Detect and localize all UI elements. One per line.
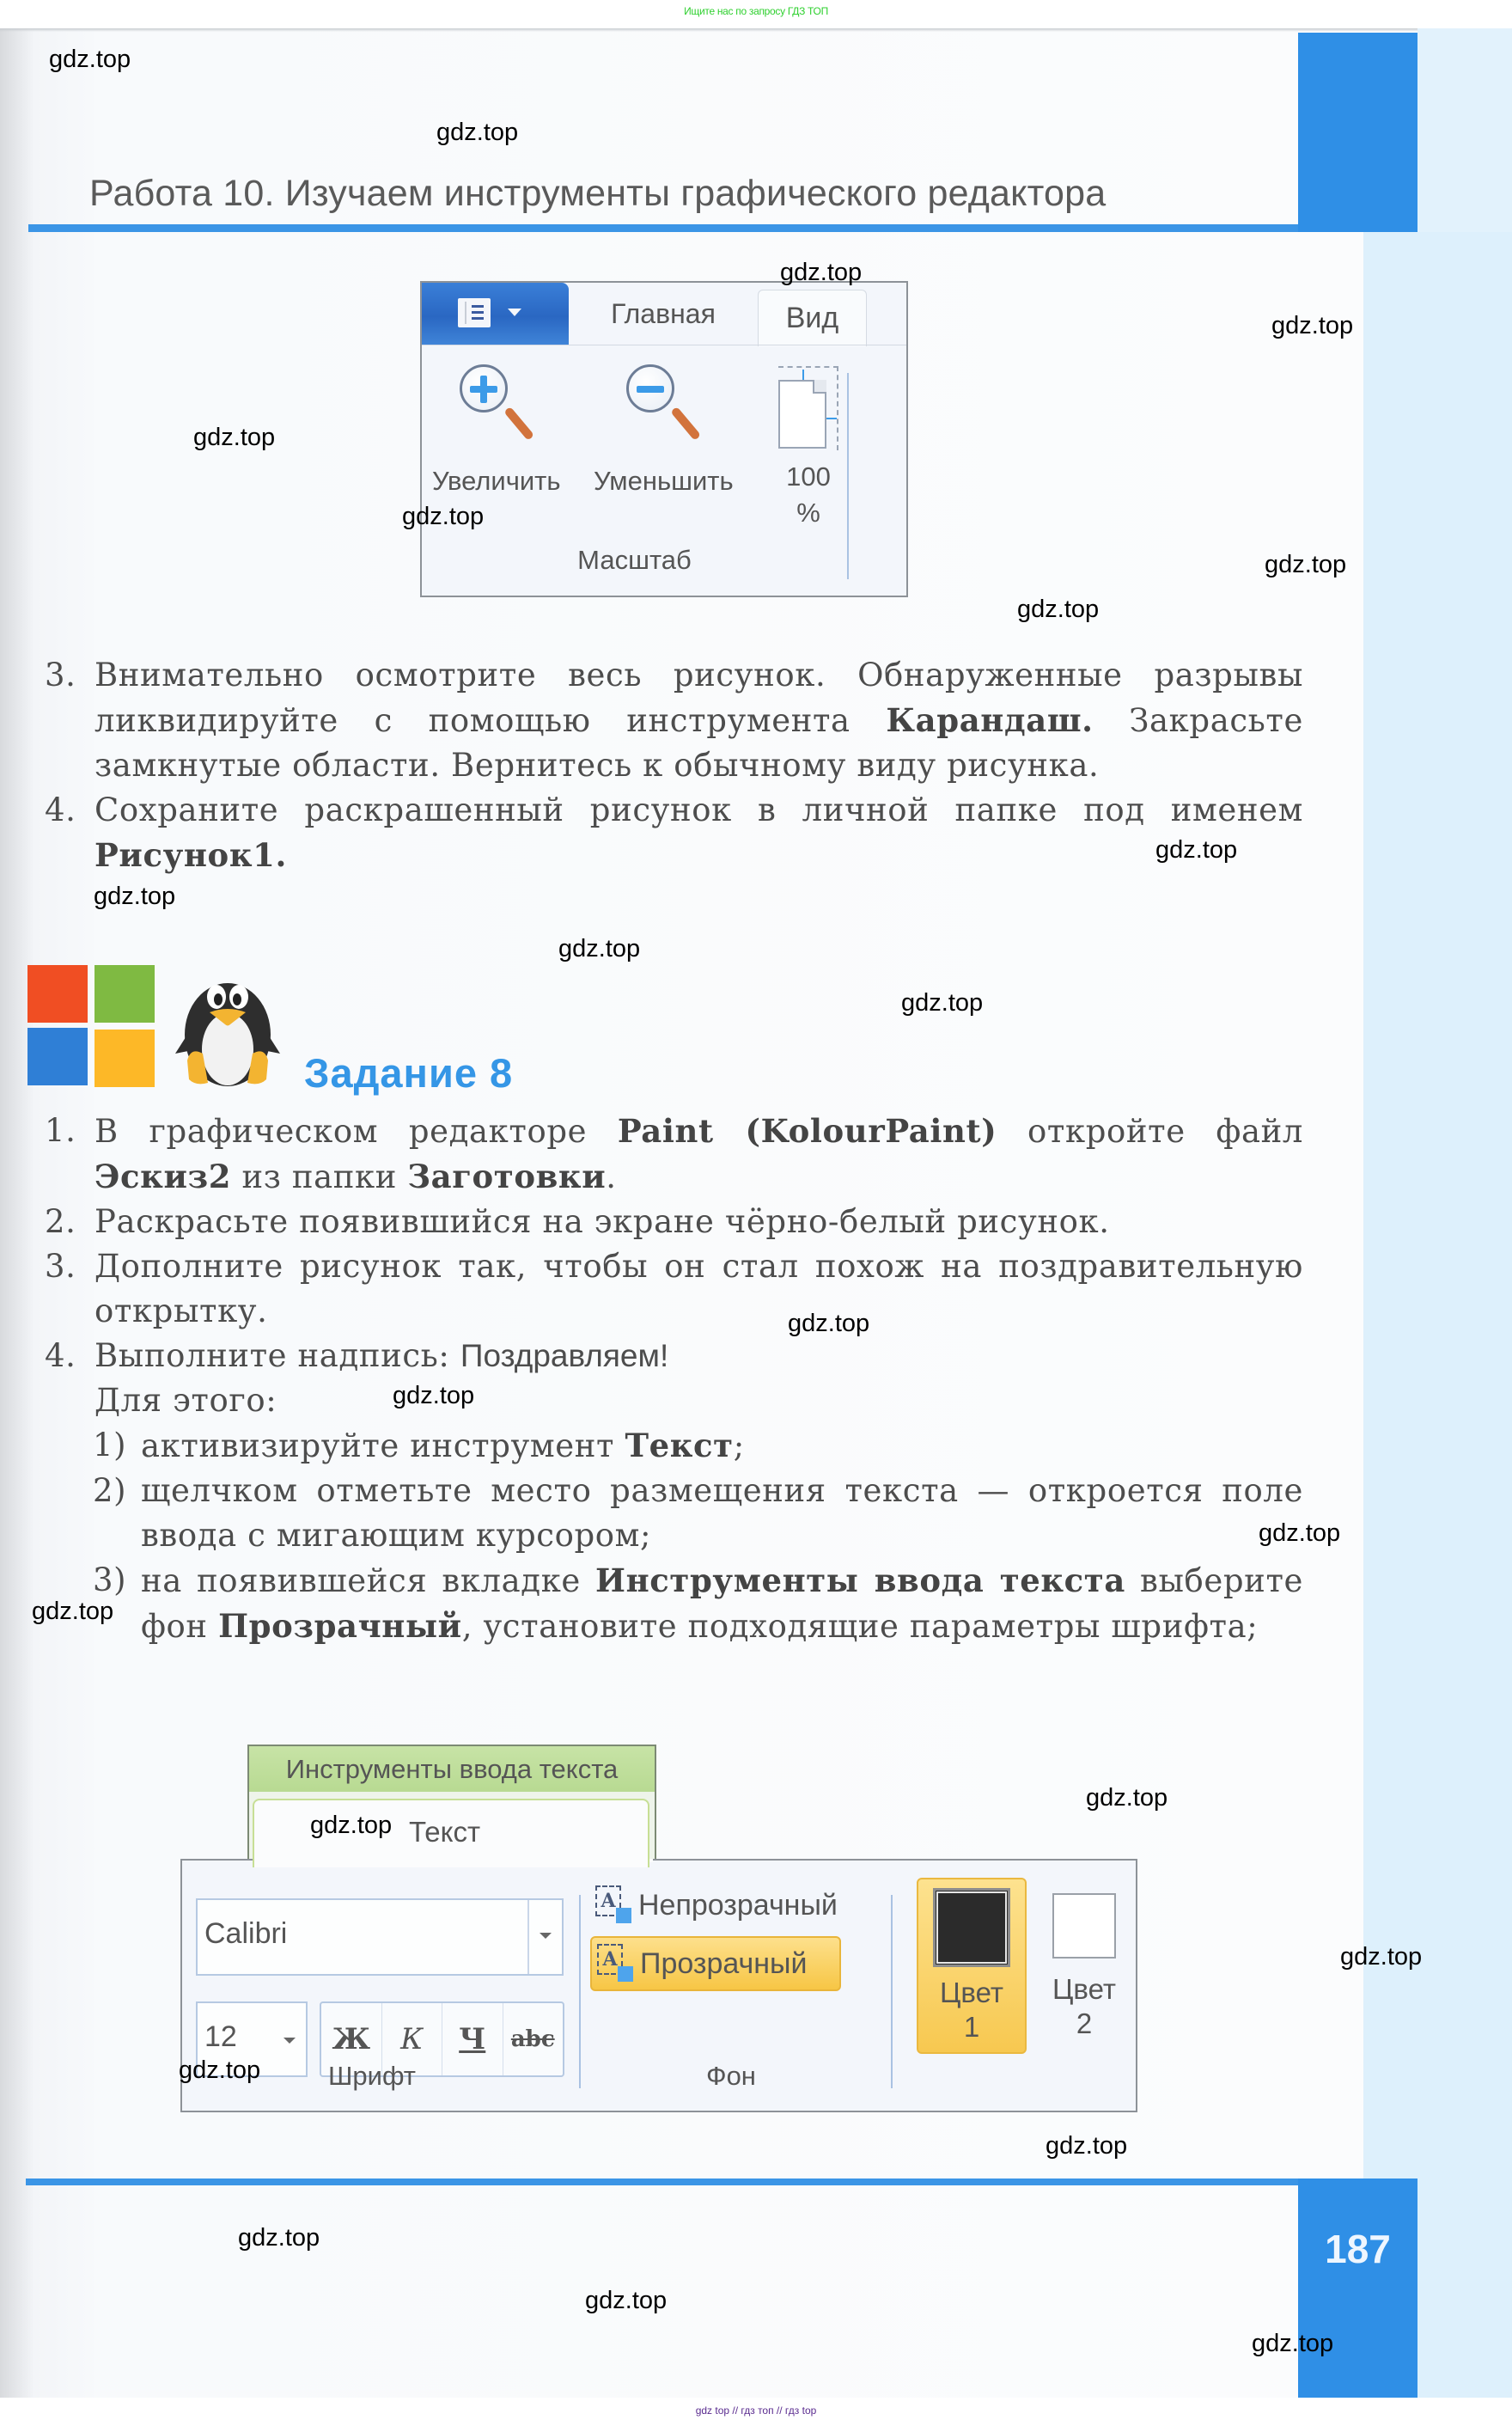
zoom-percent: % bbox=[796, 498, 820, 528]
windows-logo-icon bbox=[27, 965, 156, 1090]
watermark: gdz.top bbox=[238, 2224, 320, 2252]
font-size-select[interactable]: 12 bbox=[196, 2001, 308, 2077]
actual-size-icon bbox=[778, 366, 838, 450]
list-item: 3. Дополните рисунок так, чтобы он стал похож на поздравительную открытку. bbox=[45, 1248, 1303, 1329]
watermark: gdz.top bbox=[94, 883, 176, 910]
paint-view-ribbon bbox=[420, 281, 908, 597]
zoom-in-button[interactable] bbox=[432, 364, 561, 497]
watermark: gdz.top bbox=[780, 259, 863, 286]
text-tools-ribbon bbox=[180, 1859, 1137, 2112]
zoom-in-label: Увеличить bbox=[432, 466, 561, 496]
transparent-background-option[interactable]: A Прозрачный bbox=[590, 1936, 841, 1991]
font-group-label: Шрифт bbox=[328, 2061, 416, 2091]
watermark: gdz.top bbox=[558, 935, 641, 962]
bold-button[interactable]: Ж bbox=[321, 2003, 382, 2075]
zoom-out-label: Уменьшить bbox=[594, 466, 734, 496]
top-band bbox=[0, 0, 1512, 28]
page-number-block bbox=[1298, 2179, 1418, 2398]
sub-item: 2) щелчком отметьте место размещения текста — откроется поле ввода с мигающим курсором; bbox=[93, 1472, 1303, 1554]
watermark: gdz.top bbox=[1046, 2132, 1128, 2160]
tab-view[interactable]: Вид bbox=[758, 290, 867, 346]
tab-text[interactable]: Текст bbox=[253, 1799, 649, 1867]
zoom-out-icon bbox=[616, 364, 710, 450]
watermark: gdz.top bbox=[393, 1382, 475, 1409]
watermark: gdz.top bbox=[1265, 551, 1347, 578]
task-steps-list bbox=[45, 1109, 1303, 1649]
page-edge bbox=[1363, 232, 1512, 2398]
zoom-value: 100 bbox=[786, 461, 831, 492]
watermark: gdz.top bbox=[1086, 1784, 1168, 1812]
page-title: Работа 10. Изучаем инструменты графического редактора bbox=[89, 173, 1107, 214]
page-edge bbox=[1418, 28, 1512, 235]
app-menu-button[interactable] bbox=[422, 283, 569, 345]
group-separator bbox=[847, 373, 849, 579]
strikethrough-button[interactable]: abc bbox=[510, 2026, 555, 2052]
color2-button[interactable]: Цвет 2 bbox=[1041, 1878, 1127, 2054]
group-separator bbox=[891, 1895, 893, 2088]
task-heading: Задание 8 bbox=[304, 1050, 514, 1096]
chevron-down-icon bbox=[508, 309, 521, 316]
sub-item: 1) активизируйте инструмент Текст; bbox=[93, 1427, 745, 1464]
footer-divider bbox=[26, 2179, 1418, 2185]
zoom-group-label: Масштаб bbox=[577, 545, 692, 575]
top-notice: Ищите нас по запросу ГДЗ ТОП bbox=[684, 5, 828, 17]
for-this-label: Для этого: bbox=[94, 1382, 277, 1419]
textbook-page bbox=[0, 28, 1512, 2398]
footer-note: gdz top // гдз топ // гдз top bbox=[695, 2405, 817, 2417]
font-family-select[interactable]: Calibri bbox=[196, 1898, 564, 1976]
transparent-background-icon: A bbox=[597, 1944, 635, 1983]
watermark: gdz.top bbox=[1155, 836, 1238, 864]
title-divider bbox=[28, 224, 1298, 232]
watermark: gdz.top bbox=[1252, 2330, 1334, 2357]
list-item: 2. Раскрасьте появившийся на экране чёрно-белый рисунок. bbox=[45, 1203, 1110, 1240]
watermark: gdz.top bbox=[1017, 596, 1100, 623]
opaque-background-option[interactable]: A Непрозрачный bbox=[590, 1878, 861, 1933]
sub-item: 3) на появившейся вкладке Инструменты ввода текста выберите фон Прозрачный, установите подходящие параметры шрифта; bbox=[93, 1561, 1304, 1645]
watermark: gdz.top bbox=[32, 1598, 114, 1625]
watermark: gdz.top bbox=[402, 503, 485, 530]
watermark: gdz.top bbox=[179, 2056, 261, 2084]
text-tools-context-tab[interactable]: Инструменты ввода текста bbox=[247, 1745, 656, 1792]
italic-button[interactable]: К bbox=[382, 2003, 443, 2075]
watermark: gdz.top bbox=[1271, 312, 1354, 339]
actual-size-button[interactable] bbox=[774, 366, 843, 531]
background-group-label: Фон bbox=[706, 2061, 756, 2091]
watermark: gdz.top bbox=[436, 119, 519, 146]
list-item: 4. Сохраните раскрашенный рисунок в личной папке под именем Рисунок1. bbox=[45, 791, 1303, 874]
instructions-list bbox=[45, 653, 1303, 878]
group-separator bbox=[579, 1895, 581, 2088]
page-number: 187 bbox=[1325, 2227, 1391, 2271]
page-shadow bbox=[0, 28, 1512, 32]
header-color-tab bbox=[1298, 33, 1418, 232]
list-item: 3. Внимательно осмотрите весь рисунок. Обнаруженные разрывы ликвидируйте с помощью инструмента Карандаш. Закрасьте замкнутые области. Вернитесь к обычному виду рисунка. bbox=[45, 657, 1303, 784]
zoom-out-button[interactable] bbox=[594, 364, 734, 497]
list-item: 4. Выполните надпись: Поздравляем! bbox=[45, 1337, 669, 1374]
zoom-in-icon bbox=[449, 364, 544, 450]
watermark: gdz.top bbox=[901, 989, 984, 1017]
linux-penguin-icon bbox=[172, 968, 284, 1088]
color1-button[interactable]: Цвет 1 bbox=[917, 1878, 1027, 2054]
watermark: gdz.top bbox=[585, 2287, 668, 2314]
list-item: 1. В графическом редакторе Paint (KolourPaint) откройте файл Эскиз2 из папки Заготовки. bbox=[45, 1112, 1303, 1195]
opaque-background-icon: A bbox=[595, 1885, 633, 1925]
chevron-down-icon bbox=[540, 1933, 552, 1939]
watermark: gdz.top bbox=[1259, 1519, 1341, 1547]
tab-home[interactable]: Главная bbox=[611, 297, 716, 329]
color1-swatch bbox=[933, 1888, 1010, 1967]
dropdown-button[interactable] bbox=[527, 1900, 562, 1974]
color2-swatch bbox=[1052, 1893, 1116, 1959]
bottom-band bbox=[0, 2398, 1512, 2426]
watermark: gdz.top bbox=[1340, 1943, 1423, 1971]
watermark: gdz.top bbox=[49, 46, 131, 73]
watermark: gdz.top bbox=[310, 1812, 393, 1839]
underline-button[interactable]: Ч bbox=[442, 2003, 503, 2075]
watermark: gdz.top bbox=[193, 424, 276, 451]
watermark: gdz.top bbox=[788, 1310, 870, 1337]
chevron-down-icon bbox=[284, 2038, 296, 2044]
app-menu-icon bbox=[458, 298, 491, 327]
